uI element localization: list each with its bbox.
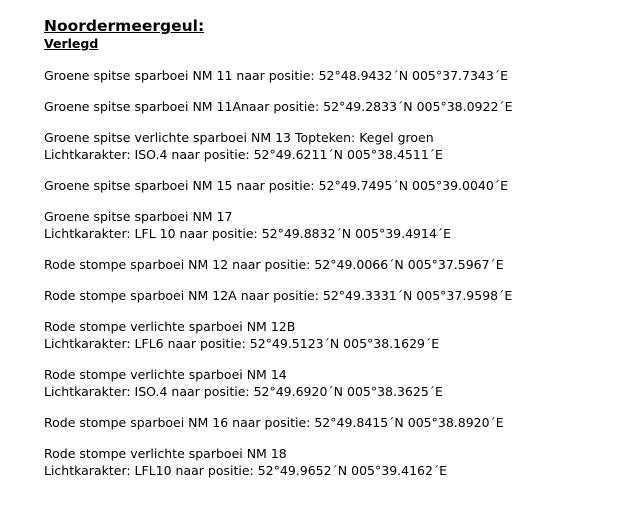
buoy-entry <box>44 287 624 304</box>
buoy-description: Groene spitse verlichte sparboei NM 13 Topteken: Kegel groen <box>44 130 434 145</box>
page-subtitle: Verlegd <box>44 36 99 51</box>
buoy-description: Groene spitse sparboei NM 15 naar positie: 52°49.7495´N 005°39.0040´E <box>44 178 508 193</box>
buoy-entry <box>44 445 624 479</box>
buoy-entry <box>44 98 624 115</box>
buoy-light-character: Lichtkarakter: ISO.4 naar positie: 52°49.6211´N 005°38.4511´E <box>44 147 443 162</box>
buoy-description: Rode stompe verlichte sparboei NM 18 <box>44 446 287 461</box>
buoy-entry <box>44 256 624 273</box>
buoy-light-character: Lichtkarakter: LFL10 naar positie: 52°49.9652´N 005°39.4162´E <box>44 463 448 478</box>
buoy-entry <box>44 67 624 84</box>
buoy-list <box>44 67 624 479</box>
buoy-entry <box>44 366 624 400</box>
buoy-entry <box>44 177 624 194</box>
buoy-light-character: Lichtkarakter: ISO.4 naar positie: 52°49.6920´N 005°38.3625´E <box>44 384 443 399</box>
buoy-entry <box>44 208 624 242</box>
buoy-description: Rode stompe sparboei NM 12A naar positie: 52°49.3331´N 005°37.9598´E <box>44 288 513 303</box>
buoy-description: Groene spitse sparboei NM 17 <box>44 209 233 224</box>
buoy-description: Groene spitse sparboei NM 11Anaar positie: 52°49.2833´N 005°38.0922´E <box>44 99 513 114</box>
buoy-description: Groene spitse sparboei NM 11 naar positie: 52°48.9432´N 005°37.7343´E <box>44 68 508 83</box>
buoy-light-character: Lichtkarakter: LFL 10 naar positie: 52°49.8832´N 005°39.4914´E <box>44 226 452 241</box>
document <box>44 17 624 493</box>
buoy-entry <box>44 129 624 163</box>
page-title: Noordermeergeul: <box>44 17 205 35</box>
buoy-light-character: Lichtkarakter: LFL6 naar positie: 52°49.5123´N 005°38.1629´E <box>44 336 440 351</box>
buoy-entry <box>44 318 624 352</box>
buoy-description: Rode stompe verlichte sparboei NM 14 <box>44 367 287 382</box>
buoy-description: Rode stompe sparboei NM 12 naar positie: 52°49.0066´N 005°37.5967´E <box>44 257 504 272</box>
buoy-entry <box>44 414 624 431</box>
buoy-description: Rode stompe sparboei NM 16 naar positie: 52°49.8415´N 005°38.8920´E <box>44 415 504 430</box>
buoy-description: Rode stompe verlichte sparboei NM 12B <box>44 319 296 334</box>
